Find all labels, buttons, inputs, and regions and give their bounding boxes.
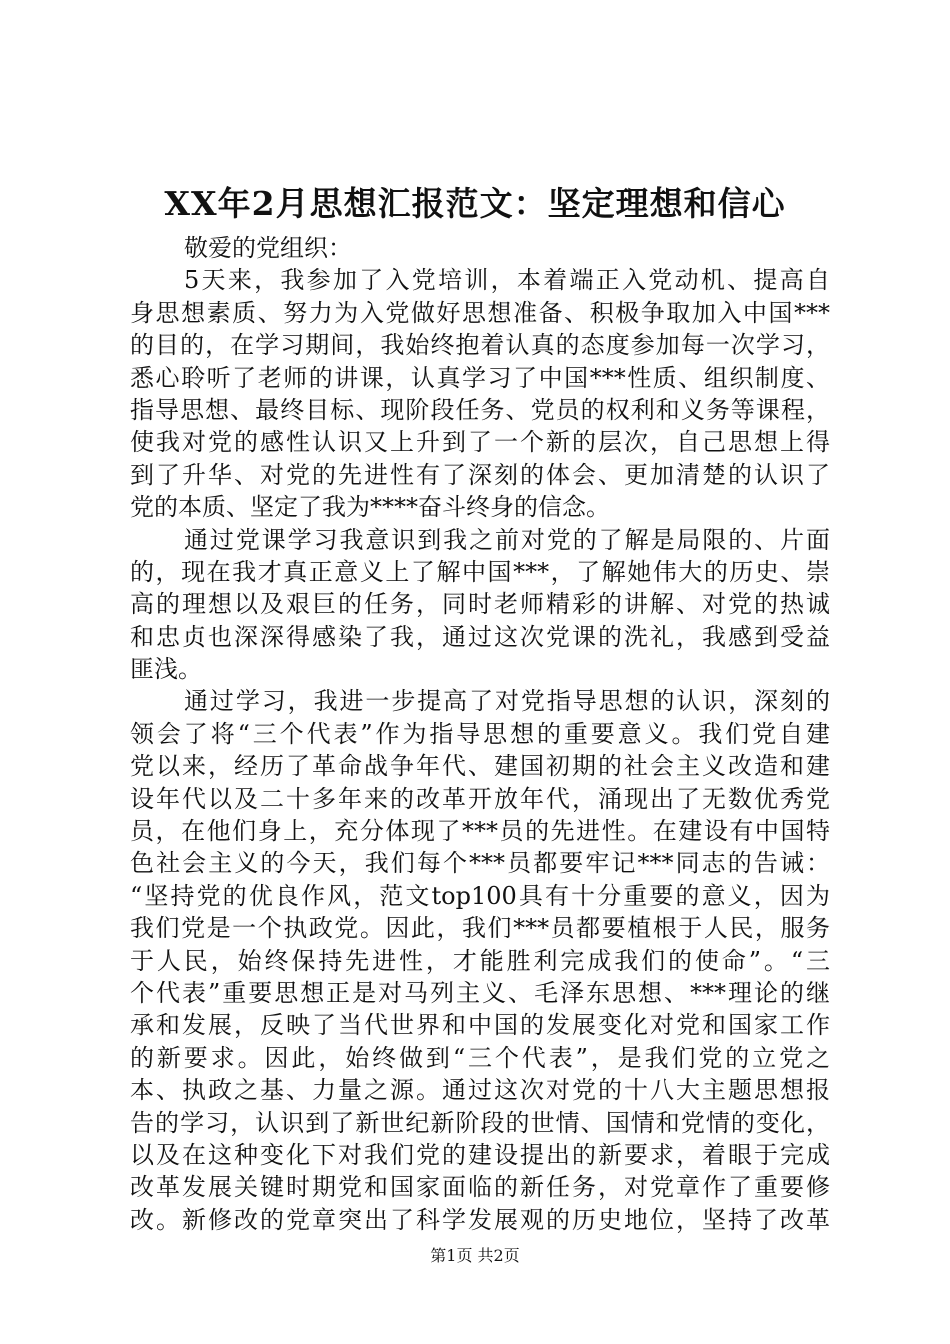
text-line: 敬爱的党组织： <box>184 234 352 262</box>
text-line: 承和发展，反映了当代世界和中国的发展变化对党和国家工作 <box>130 1011 830 1040</box>
text-line: 改革发展关键时期党和国家面临的新任务，对党章作了重要修 <box>130 1173 830 1202</box>
text-line: 改。新修改的党章突出了科学发展观的历史地位，坚持了改革 <box>130 1205 830 1234</box>
text-line: 悉心聆听了老师的讲课，认真学习了中国***性质、组织制度、 <box>130 363 830 392</box>
text-line: 的，现在我才真正意义上了解中国***，了解她伟大的历史、崇 <box>130 557 830 586</box>
text-line: 我们党是一个执政党。因此，我们***员都要植根于人民，服务 <box>130 914 830 943</box>
text-line: 党以来，经历了革命战争年代、建国初期的社会主义改造和建 <box>130 752 830 781</box>
text-line: 于人民，始终保持先进性，才能胜利完成我们的使命”。“三 <box>130 946 830 975</box>
text-line: 的新要求。因此，始终做到“三个代表”，是我们党的立党之 <box>130 1043 830 1072</box>
text-line: 和忠贞也深深得感染了我，通过这次党课的洗礼，我感到受益 <box>130 622 830 651</box>
text-line: 本、执政之基、力量之源。通过这次对党的十八大主题思想报 <box>130 1076 830 1105</box>
text-line: 高的理想以及艰巨的任务，同时老师精彩的讲解、对党的热诚 <box>130 590 830 619</box>
document-body <box>130 232 830 1236</box>
text-line: 通过学习，我进一步提高了对党指导思想的认识，深刻的 <box>184 687 830 716</box>
text-line: 党的本质、坚定了我为****奋斗终身的信念。 <box>130 493 610 522</box>
text-line: 的目的，在学习期间，我始终抱着认真的态度参加每一次学习， <box>130 331 830 360</box>
document-title: XX年2月思想汇报范文：坚定理想和信心 <box>164 184 786 223</box>
text-line: 色社会主义的今天，我们每个***员都要牢记***同志的告诫： <box>130 849 830 878</box>
text-line: 匪浅。 <box>130 655 202 684</box>
text-line: 设年代以及二十多年来的改革开放年代，涌现出了无数优秀党 <box>130 784 830 813</box>
text-line: 以及在这种变化下对我们党的建设提出的新要求，着眼于完成 <box>130 1140 830 1169</box>
text-line: 指导思想、最终目标、现阶段任务、党员的权利和义务等课程， <box>130 395 830 424</box>
text-line: 身思想素质、努力为入党做好思想准备、积极争取加入中国*** <box>130 298 830 327</box>
text-line: 到了升华、对党的先进性有了深刻的体会、更加清楚的认识了 <box>130 460 830 489</box>
text-line: “坚持党的优良作风，范文top100具有十分重要的意义，因为 <box>130 881 830 910</box>
text-line: 使我对党的感性认识又上升到了一个新的层次，自己思想上得 <box>130 428 830 457</box>
text-line: 员，在他们身上，充分体现了***员的先进性。在建设有中国特 <box>130 817 830 846</box>
text-line: 通过党课学习我意识到我之前对党的了解是局限的、片面 <box>184 525 830 554</box>
text-line: 告的学习，认识到了新世纪新阶段的世情、国情和党情的变化， <box>130 1108 830 1137</box>
text-line: 领会了将“三个代表”作为指导思想的重要意义。我们党自建 <box>130 719 830 748</box>
page-footer: 第1页 共2页 <box>430 1246 520 1265</box>
text-line: 个代表”重要思想正是对马列主义、毛泽东思想、***理论的继 <box>130 978 830 1007</box>
text-line: 5天来，我参加了入党培训，本着端正入党动机、提高自 <box>184 266 830 295</box>
